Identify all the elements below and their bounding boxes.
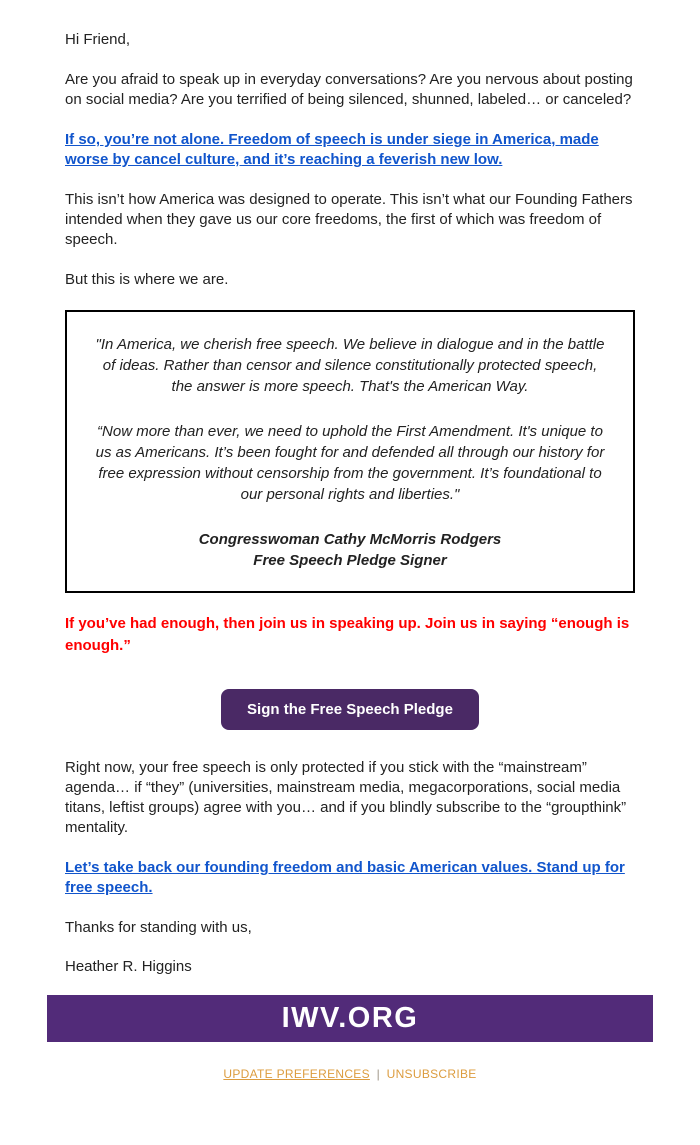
- link-paragraph-take-back: [65, 858, 635, 898]
- intro-paragraph: Are you afraid to speak up in everyday conversations? Are you nervous about posting on social media? Are you terrified of being silenced, shunned, labeled… or canceled?: [65, 71, 633, 108]
- footer-link-separator: |: [376, 1067, 380, 1081]
- footer-links: [0, 1067, 700, 1121]
- unsubscribe-link[interactable]: UNSUBSCRIBE: [386, 1067, 477, 1081]
- signature-text: Heather R. Higgins: [65, 958, 192, 975]
- update-preferences-link[interactable]: UPDATE PREFERENCES: [223, 1067, 370, 1081]
- quote-attribution: [93, 529, 607, 571]
- founding-fathers-paragraph: This isn’t how America was designed to operate. This isn’t what our Founding Fathers intended when they gave us our core freedoms, the first of which was freedom of speech.: [65, 191, 633, 248]
- take-back-freedom-link[interactable]: Let’s take back our founding freedom and basic American values. Stand up for free speech.: [65, 859, 625, 896]
- link-paragraph-siege: [65, 130, 635, 170]
- quote-paragraph-2: “Now more than ever, we need to uphold the First Amendment. It's unique to us as Americans. It’s been fought for and defended all through our history for free expression without censorship from the government. It’s foundational to our personal rights and liberties.": [95, 423, 605, 503]
- freedom-under-siege-link[interactable]: If so, you’re not alone. Freedom of speech is under siege in America, made worse by cancel culture, and it’s reaching a feverish new low.: [65, 131, 599, 168]
- iwv-org-logo-text: IWV.ORG: [281, 1002, 419, 1034]
- quote-paragraph-1: "In America, we cherish free speech. We believe in dialogue and in the battle of ideas. Rather than censor and silence constitutionally protected speech, the answer is more speech. That's the American Way.: [95, 336, 605, 395]
- email-body: [65, 0, 635, 977]
- greeting-text: Hi Friend,: [65, 31, 131, 48]
- attribution-name: Congresswoman Cathy McMorris Rodgers: [198, 531, 502, 548]
- mainstream-paragraph: Right now, your free speech is only protected if you stick with the “mainstream” agenda… if “they” (universities, mainstream media, megacorporations, social media titans, leftist groups) agree with you… and if you blindly subscribe to the “groupthink” mentality.: [65, 759, 627, 836]
- cta-emphasis-text: If you’ve had enough, then join us in speaking up. Join us in saying “enough is enough.”: [65, 615, 630, 654]
- signoff-text: Thanks for standing with us,: [65, 919, 252, 936]
- button-row: [65, 689, 635, 730]
- sign-pledge-button[interactable]: Sign the Free Speech Pledge: [221, 689, 479, 730]
- where-we-are-paragraph: But this is where we are.: [65, 271, 229, 288]
- quote-box: [65, 310, 635, 593]
- attribution-title: Free Speech Pledge Signer: [253, 552, 447, 569]
- iwv-org-banner[interactable]: [47, 995, 653, 1042]
